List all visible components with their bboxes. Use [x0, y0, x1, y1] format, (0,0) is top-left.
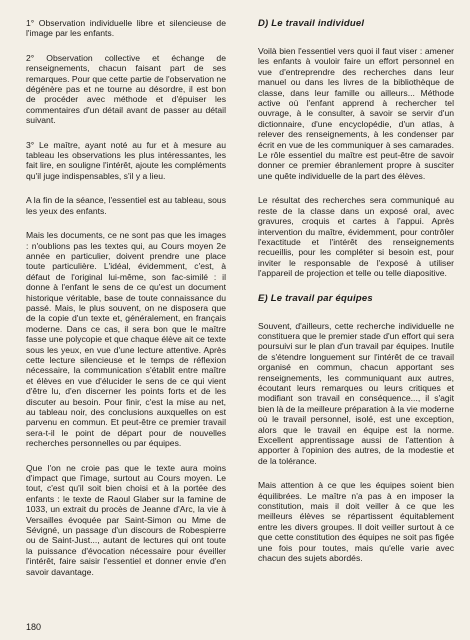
left-column: [26, 18, 226, 591]
paragraph-travail-equipes: Souvent, d'ailleurs, cette recherche individuelle ne constituera que le premier stade d'un effort qui sera poursuivi sur le plan d'un travail par équipes. Inutile de s'étendre longuement sur l'intérêt de ce travail organisé en commun, chacun apportant ses renseignements, les communiquant aux autres, écoutant leurs remarques ou leurs critiques et modifiant son travail en conséquence..., il s'agit bien là de la meilleure préparation à la vie moderne où le travail personnel, isolé, est une exception, alors que le travail en équipe est la norme. Excellent apprentissage aussi de l'attention à apporter à l'opinion des autres, de la modestie et de la tolérance.: [258, 320, 454, 466]
paragraph-fin-seance: A la fin de la séance, l'essentiel est au tableau, sous les yeux des enfants.: [26, 195, 226, 216]
heading-travail-equipes: E) Le travail par équipes: [258, 292, 373, 304]
paragraph-travail-individuel: Voilà bien l'essentiel vers quoi il faut viser : amener les enfants à vouloir faire un effort personnel en vue d'entreprendre des recherches dans leur manuel ou dans les livres de la bibliothèque de classe, dans leur famille ou ailleurs... Méthode active où l'enfant apprend à rechercher tel ouvrage, à le consulter, à savoir se servir d'un dictionnaire, d'une encyclopédie, d'un atlas, à relever des renseignements, à les condenser par écrit en vue de les communiquer à ses camarades. Le rôle essentiel du maître est peut-être de savoir donner ce premier ébranlement propre à susciter une quête individuelle de la part des élèves.: [258, 46, 454, 181]
paragraph-documents-textes: Mais les documents, ce ne sont pas que les images : n'oublions pas les textes qui, au Cours moyen 2e année en particulier, doivent prendre une place toute particulière. L'idéal, évidemment, c'est, à défaut de l'original lui-même, son fac-similé : il donne à l'enfant le sens de ce qu'est un document historique véritable, base de toute connaissance du passé. Mais, le plus souvent, on ne disposera que de la copie d'un texte et, généralement, en français moderne. Dans ce cas, il sera bon que le maître fasse une polycopie et que chaque élève ait ce texte sous les yeux, en vue d'une lecture attentive. Après cette lecture silencieuse et le temps de réflexion nécessaire, la communication s'établit entre maître et élèves en vue d'élucider le sens de ce qui vient d'être lu, d'en discerner les points forts et de les discuter au besoin. Pour finir, c'est la mise au net, au tableau noir, des conclusions auxquelles on est parvenu en commun. Et peut-être ce premier travail sera-t-il le point de départ pour de nouvelles recherches personnelles ou par équipes.: [26, 230, 226, 449]
paragraph-observation-collective: 2° Observation collective et échange de renseignements, chacun faisant part de ses remarques. Pour que cette partie de l'observation ne dégénère pas et ne tourne au désordre, il est bon de procéder avec méthode et d'épuiser les commentaires d'un détail avant de passer au détail suivant.: [26, 52, 226, 126]
paragraph-observation-individuelle: 1° Observation individuelle libre et silencieuse de l'image par les enfants.: [26, 18, 226, 39]
paragraph-maitre-tableau: 3° Le maître, ayant noté au fur et à mesure au tableau les observations les plus intéressantes, les fait lire, en souligne l'intérêt, ajoute les compléments qu'il juge indispensables, s'il y a lieu.: [26, 139, 226, 181]
paragraph-equipes-equilibrees: Mais attention à ce que les équipes soient bien équilibrées. Le maître n'a pas à en imposer la constitution, mais il doit veiller à ce que les meilleurs élèves se répartissent équitablement entre les divers groupes. Il doit veiller surtout à ce que cette constitution des équipes ne soit pas figée une fois pour toutes, mais qu'elle varie avec chacun des sujets abordés.: [258, 480, 454, 564]
paragraph-resultat-recherches: Le résultat des recherches sera communiqué au reste de la classe dans un exposé oral, avec gravures, croquis et cartes à l'appui. Après intervention du maître, évidemment, pour contrôler l'exactitude et l'intérêt des renseignements recueillis, pour les compléter si besoin est, pour inviter le responsable de l'exposé à utiliser l'appareil de projection et telle ou telle diapositive.: [258, 195, 454, 279]
heading-travail-individuel: D) Le travail individuel: [258, 18, 365, 29]
right-column: [258, 18, 454, 577]
paragraph-impact-texte: Que l'on ne croie pas que le texte aura moins d'impact que l'image, surtout au Cours moyen. Le tout, c'est qu'il soit bien choisi et à la portée des enfants : le texte de Raoul Glaber sur la famine de 1033, un extrait du procès de Jeanne d'Arc, la vie à Versailles évoquée par Saint-Simon ou Mme de Sévigné, un passage d'un discours de Robespierre ou de Saint-Just..., autant de lectures qui ont toute la puissance d'évocation nécessaire pour éveiller l'intérêt, faire saisir l'essentiel et donner envie d'en savoir davantage.: [26, 462, 226, 577]
page-number: 180: [26, 622, 42, 632]
